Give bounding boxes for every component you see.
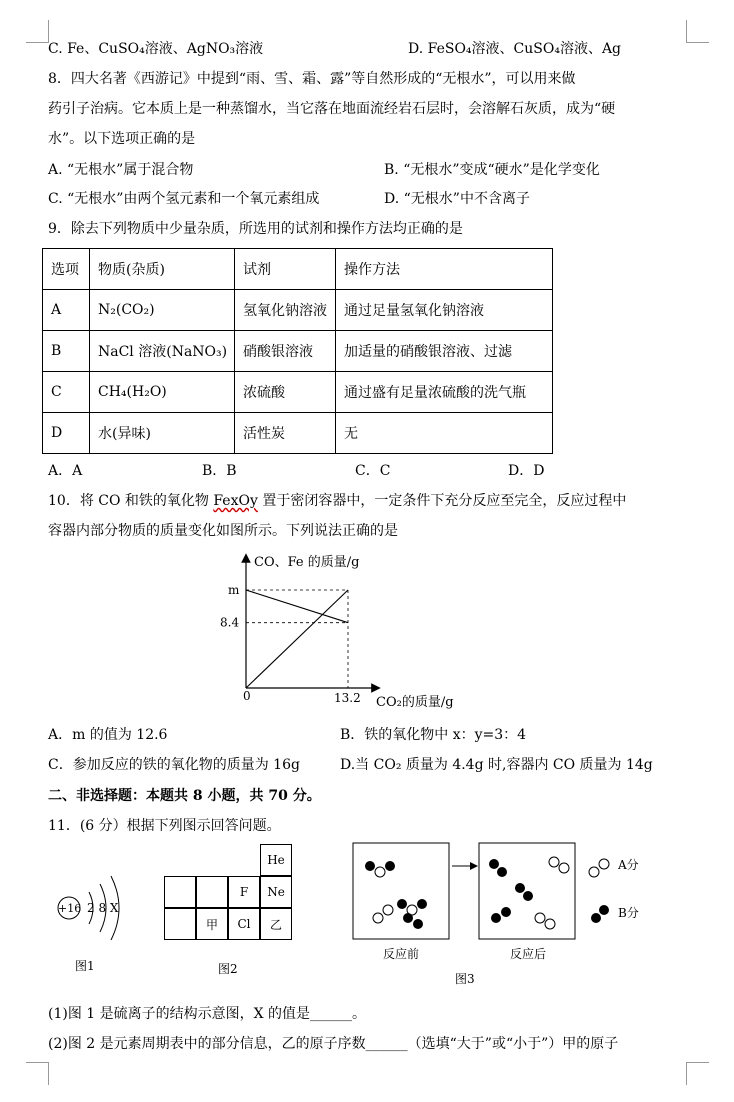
table-row (43, 413, 553, 454)
q9-table (42, 248, 553, 454)
q10-option-d: D.当 CO₂ 质量为 4.4g 时,容器内 CO 质量为 14g (340, 757, 653, 773)
series-line-1 (246, 590, 348, 623)
figure2-periodic-table (164, 844, 292, 940)
figure3-reaction-diagram (352, 842, 652, 942)
q11-sub1: (1)图 1 是硫离子的结构示意图，X 的值是______。 (48, 1006, 367, 1022)
table-cell: 水(异味) (90, 413, 235, 454)
table-cell: 乙 (260, 908, 292, 940)
x-tick-label: 13.2 (334, 691, 361, 705)
molecule-a (365, 861, 395, 877)
q10-stem-line1 (48, 492, 626, 510)
corner-mark-bottom-right (686, 1062, 709, 1085)
q11-sub2: (2)图 2 是元素周期表中的部分信息，乙的原子序数______（选填“大于”或“小于”）甲的原子 (48, 1036, 619, 1052)
table-cell: 通过盛有足量浓硫酸的洗气瓶 (336, 372, 553, 413)
q9-choice-b: B．B (202, 463, 237, 479)
q10-mass-chart (210, 550, 470, 720)
figure1-caption: 图1 (75, 959, 95, 973)
table-cell: D (43, 413, 90, 454)
table-header-cell: 操作方法 (336, 249, 553, 290)
q8-stem-line1: 8．四大名著《西游记》中提到“雨、雪、霜、露”等自然形成的“无根水”，可以用来做 (48, 71, 576, 87)
q9-stem: 9．除去下列物质中少量杂质，所选用的试剂和操作方法均正确的是 (48, 221, 463, 237)
table-cell: 硝酸银溶液 (235, 331, 336, 372)
y-axis-label: CO、Fe 的质量/g (254, 555, 360, 570)
q9-choice-d: D．D (508, 463, 545, 479)
q8-option-c: C. “无根水”由两个氢元素和一个氧元素组成 (48, 191, 320, 207)
legend-molecule-a (589, 859, 609, 877)
legend-label-b: B分 (618, 906, 639, 920)
table-cell: He (260, 844, 292, 876)
section-heading: 二、非选择题：本题共 8 小题，共 70 分。 (48, 788, 321, 804)
q8-option-a: A. “无根水”属于混合物 (48, 162, 194, 178)
table-cell: A (43, 290, 90, 331)
q10-stem-line2: 容器内部分物质的质量变化如图所示。下列说法正确的是 (48, 523, 398, 539)
molecule-b (489, 859, 507, 877)
table-cell: Cl (228, 908, 260, 940)
table-cell: 甲 (196, 908, 228, 940)
table-cell: Ne (260, 876, 292, 908)
y-tick-label: m (228, 583, 240, 597)
table-row (43, 290, 553, 331)
q9-choice-a: A．A (48, 463, 83, 479)
before-label: 反应前 (383, 947, 420, 961)
q10-option-b: B．铁的氧化物中 x：y=3：4 (340, 727, 527, 743)
figure3-caption: 图3 (455, 972, 475, 986)
table-cell: 氢氧化钠溶液 (235, 290, 336, 331)
q8-option-d: D. “无根水”中不含离子 (384, 191, 530, 207)
table-cell: 浓硫酸 (235, 372, 336, 413)
molecule-a (397, 899, 427, 915)
molecule-b (491, 907, 511, 923)
electron-counts: 2 8 X (87, 901, 119, 915)
q10-stem-text: 10．将 CO 和铁的氧化物 (48, 493, 214, 509)
legend-label-a: A分 (618, 858, 639, 872)
molecule-a (535, 913, 555, 929)
table-cell: CH₄(H₂O) (90, 372, 235, 413)
table-cell (164, 908, 196, 940)
legend-molecule-b (591, 905, 609, 923)
q8-stem-line2: 药引子治病。它本质上是一种蒸馏水，当它落在地面流经岩石层时，会溶解石灰质，成为“硬 (48, 101, 616, 117)
q7-option-c: C. Fe、CuSO₄溶液、AgNO₃溶液 (48, 41, 264, 57)
figure2-caption: 图2 (218, 962, 238, 976)
table-cell: 无 (336, 413, 553, 454)
molecule-b (515, 883, 533, 901)
table-header-cell: 试剂 (235, 249, 336, 290)
x-axis-label: CO₂的质量/g (376, 695, 454, 710)
y-tick-label: 8.4 (220, 615, 240, 630)
table-cell: NaCl 溶液(NaNO₃) (90, 331, 235, 372)
table-cell: C (43, 372, 90, 413)
table-cell: 加适量的硝酸银溶液、过滤 (336, 331, 553, 372)
corner-mark-bottom-left (26, 1062, 49, 1085)
q8-stem-line3: 水”。以下选项正确的是 (48, 131, 196, 147)
series-line-2 (246, 590, 348, 688)
q10-option-a: A．m 的值为 12.6 (48, 727, 168, 743)
q10-stem-text: 置于密闭容器中，一定条件下充分反应至完全，反应过程中 (257, 493, 627, 509)
q11-stem: 11．(6 分）根据下列图示回答问题。 (48, 818, 281, 834)
molecule-b (373, 905, 393, 923)
q10-option-c: C．参加反应的铁的氧化物的质量为 16g (48, 757, 300, 773)
table-row (43, 372, 553, 413)
table-cell (196, 876, 228, 908)
after-box (479, 843, 575, 939)
nucleus-charge: +16 (58, 902, 82, 915)
before-box (353, 843, 449, 939)
table-header-cell: 物质(杂质) (90, 249, 235, 290)
table-cell: B (43, 331, 90, 372)
table-cell: N₂(CO₂) (90, 290, 235, 331)
after-label: 反应后 (510, 947, 547, 961)
table-cell (164, 876, 196, 908)
table-cell: 通过足量氢氧化钠溶液 (336, 290, 553, 331)
table-row (43, 331, 553, 372)
table-cell: F (228, 876, 260, 908)
corner-mark-top-left (26, 20, 49, 43)
q8-option-b: B. “无根水”变成“硬水”是化学变化 (384, 162, 600, 178)
corner-mark-top-right (686, 20, 709, 43)
iron-oxide-formula: FexOy (213, 493, 258, 509)
molecule-a (549, 857, 569, 873)
table-header-cell: 选项 (43, 249, 90, 290)
q9-choice-c: C．C (355, 463, 391, 479)
table-cell: 活性炭 (235, 413, 336, 454)
q7-option-d: D. FeSO₄溶液、CuSO₄溶液、Ag (408, 41, 622, 57)
origin-label: 0 (243, 689, 251, 703)
table-header-row (43, 249, 553, 290)
